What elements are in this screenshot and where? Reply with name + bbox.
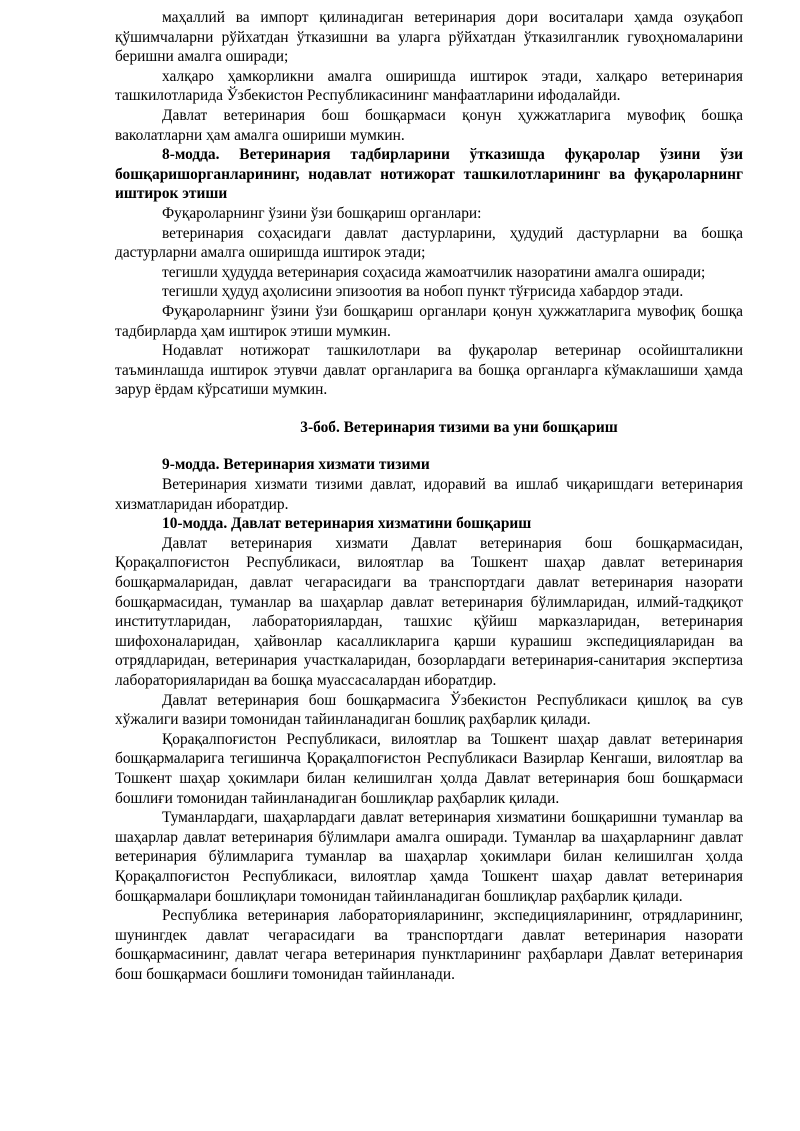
paragraph: тегишли ҳудуд аҳолисини эпизоотия ва нобоп пункт тўғрисида хабардор этади. bbox=[162, 283, 684, 301]
paragraph: Ветеринария хизмати тизими давлат, идоравий ва ишлаб чиқаришдаги ветеринария хизматларидан иборатдир. bbox=[115, 476, 743, 513]
paragraph: маҳаллий ва импорт қилинадиган ветеринария дори воситалари ҳамда озуқабоп қўшимчаларни рўйхатдан ўтказишни ва уларга рўйхатдан ўтказилганлик гувоҳномаларини беришни амалга оширади; bbox=[115, 9, 743, 66]
paragraph: ветеринария соҳасидаги давлат дастурларини, ҳудудий дастурларни ва бошқа дастурларни амалга оширишда иштирок этади; bbox=[115, 224, 743, 262]
paragraph: Давлат ветеринария бош бошқармасига Ўзбекистон Республикаси қишлоқ ва сув хўжалиги вазири томонидан тайинланадиган бошлиқ раҳбарлик қилади. bbox=[115, 691, 743, 729]
paragraph: Республика ветеринария лабораторияларининг, экспедицияларининг, отрядларининг, шунингдек давлат чегарасидаги ва транспортдаги давлат ветеринария назорати бошқармасининг, давлат чегара ветеринария пунктларининг раҳбарлари Давлат ветеринария бош бошқармаси бошлиғи томонидан тайинланади. bbox=[115, 907, 743, 983]
paragraph: Давлат ветеринария хизмати Давлат ветеринария бош бошқармасидан, Қорақалпоғистон Республикаси, вилоятлар ва Тошкент шаҳар давлат ветеринария бошқармаларидан, давлат чегарасидаги ва транспортдаги давлат ветеринария назорати бошқармасидан, туманлар ва шаҳарлар давлат ветеринария бўлимларидан, илмий-тадқиқот институтларидан, лабораториялардан, ташхис қўйиш марказларидан, ветеринария шифохоналаридан, ҳайвонлар касалликларига қарши курашиш экспедицияларидан ва отрядларидан, ветеринария участкаларидан, бозорлардаги ветеринария-санитария экспертиза лабораторияларидан ва бошқа муассасалардан иборатдир. bbox=[115, 534, 743, 689]
article-8-title: 8-модда. Ветеринария тадбирларини ўтказишда фуқаролар ўзини ўзи бошқаришорганларининг, нодавлат нотижорат ташкилотларининг ва фуқароларнинг иштирок этиши bbox=[115, 146, 743, 203]
paragraph: Фуқароларнинг ўзини ўзи бошқариш органлари қонун ҳужжатларига мувофиқ бошқа тадбирларда ҳам иштирок этиши мумкин. bbox=[115, 302, 743, 340]
paragraph: Нодавлат нотижорат ташкилотлари ва фуқаролар ветеринар осойишталикни таъминлашда иштирок этувчи давлат органларига ва бошқа органларга кўмаклашиши ҳамда зарур ёрдам кўрсатиши мумкин. bbox=[115, 342, 743, 399]
paragraph: Фуқароларнинг ўзини ўзи бошқариш органлари: bbox=[162, 204, 482, 222]
paragraph: тегишли ҳудудда ветеринария соҳасида жамоатчилик назоратини амалга оширади; bbox=[162, 263, 706, 281]
paragraph: халқаро ҳамкорликни амалга оширишда иштирок этади, халқаро ветеринария ташкилотларида Ўзбекистон Республикасининг манфаатларини ифодалайди. bbox=[115, 67, 743, 105]
article-9-title: 9-модда. Ветеринария хизмати тизими bbox=[162, 456, 430, 474]
paragraph: Қорақалпоғистон Республикаси, вилоятлар ва Тошкент шаҳар давлат ветеринария бошқармаларига тегишинча Қорақалпоғистон Республикаси Вазирлар Кенгаши, вилоятлар ва Тошкент шаҳар ҳокимлари билан келишилган ҳолда Давлат ветеринария бош бошқармаси бошлиғи томонидан тайинланадиган бошлиқлар раҳбарлик қилади. bbox=[115, 730, 743, 807]
article-10-title: 10-модда. Давлат ветеринария хизматини бошқариш bbox=[162, 515, 532, 533]
paragraph: Давлат ветеринария бош бошқармаси қонун ҳужжатларига мувофиқ бошқа ваколатларни ҳам амалга ошириши мумкин. bbox=[115, 106, 743, 144]
chapter-3-title: 3-боб. Ветеринария тизими ва уни бошқариш bbox=[300, 418, 618, 436]
paragraph: Туманлардаги, шаҳарлардаги давлат ветеринария хизматини бошқаришни туманлар ва шаҳарлар давлат ветеринария бўлимлари амалга оширади. Туманлар ва шаҳарларнинг давлат ветеринария бўлимларига туманлар ва шаҳарлар ҳокимлари билан келишилган ҳолда Қорақалпоғистон Республикаси, вилоятлар ҳамда Тошкент шаҳар давлат ветеринария бошқармалари бошлиқлари томонидан тайинланадиган бошлиқлар раҳбарлик қилади. bbox=[115, 809, 743, 905]
